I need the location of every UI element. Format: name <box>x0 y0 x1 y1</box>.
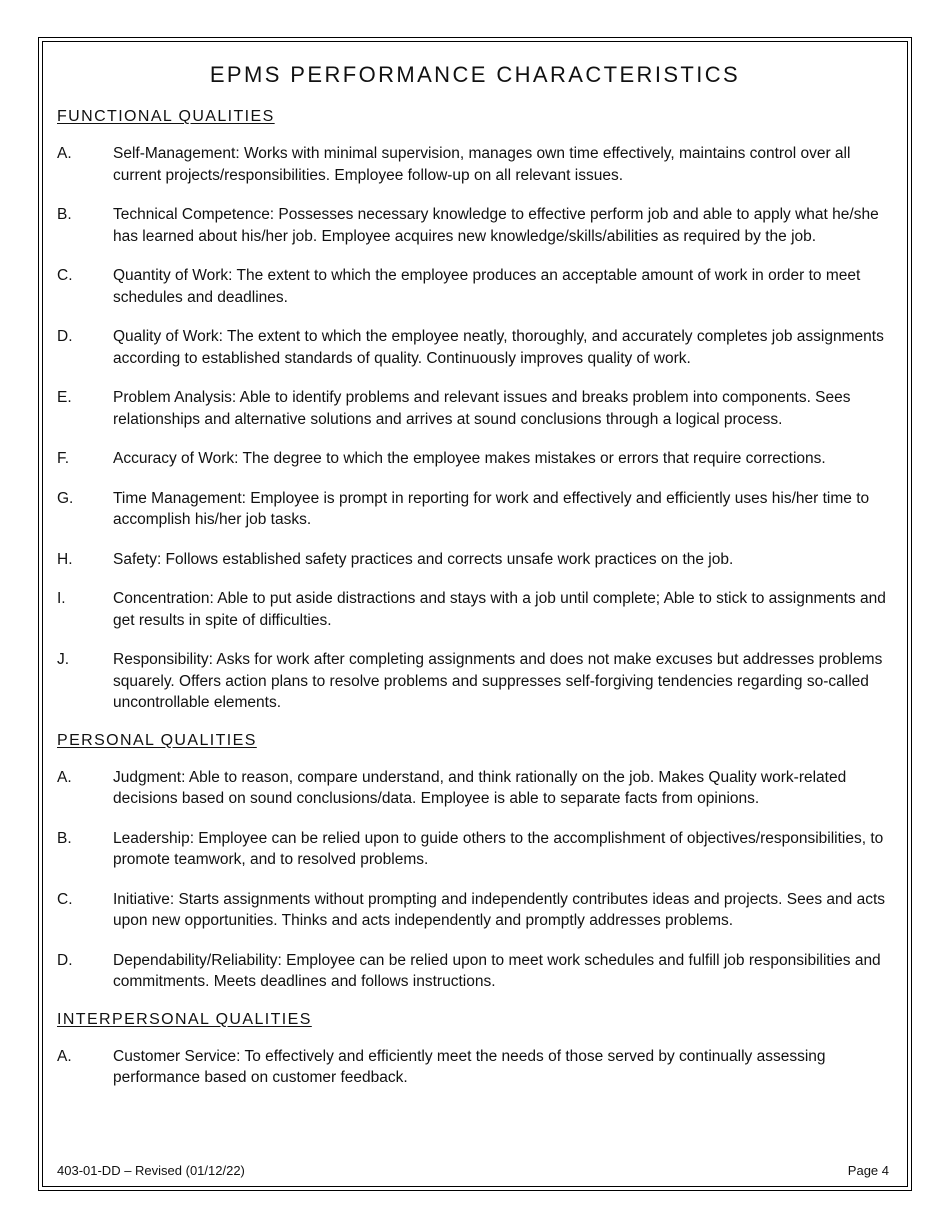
item-text: Quantity of Work: The extent to which the employee produces an acceptable amount of work in order to meet schedules and deadlines. <box>113 267 861 306</box>
list-item <box>57 649 893 714</box>
item-letter: A. <box>57 768 72 786</box>
item-text: Concentration: Able to put aside distractions and stays with a job until complete; Able to stick to assignments and get results in spite of difficulties. <box>113 590 886 629</box>
list-item <box>57 448 893 470</box>
item-letter: A. <box>57 145 72 162</box>
page-title: EPMS PERFORMANCE CHARACTERISTICS <box>209 62 741 87</box>
item-text: Customer Service: To effectively and efficiently meet the needs of those served by continually assessing performance based on customer feedback. <box>113 1047 826 1086</box>
list-item <box>57 143 893 186</box>
item-letter: D. <box>57 328 73 345</box>
page-number: Page 4 <box>847 1163 889 1178</box>
item-letter: J. <box>57 651 70 668</box>
form-revision: 403-01-DD – Revised (01/12/22) <box>57 1163 245 1178</box>
list-item <box>57 265 893 308</box>
item-text: Accuracy of Work: The degree to which the employee makes mistakes or errors that require corrections. <box>113 450 826 467</box>
list-item <box>57 1046 893 1089</box>
list-item <box>57 549 893 571</box>
section-heading: PERSONAL QUALITIES <box>57 731 257 749</box>
document-body <box>57 108 893 1107</box>
item-text: Problem Analysis: Able to identify problems and relevant issues and breaks problem into components. Sees relationships and alternative solutions and arrives at sound conclusions through a logical process. <box>113 389 851 428</box>
page-inner-border <box>42 41 908 1187</box>
item-text: Leadership: Employee can be relied upon to guide others to the accomplishment of objectives/responsibilities, to promote teamwork, and to resolved problems. <box>113 829 884 868</box>
item-text: Initiative: Starts assignments without prompting and independently contributes ideas and projects. Sees and acts upon new opportunities. Thinks and acts independently and promptly addresses problems. <box>113 890 886 929</box>
item-letter: G. <box>57 489 74 507</box>
list-item <box>57 204 893 247</box>
item-letter: I. <box>57 590 66 607</box>
page-border <box>38 37 912 1191</box>
list-item <box>57 326 893 369</box>
list-item <box>57 488 893 531</box>
item-text: Self-Management: Works with minimal supervision, manages own time effectively, maintains control over all current projects/responsibilities. Employee follow-up on all relevant issues. <box>113 145 851 184</box>
item-text: Technical Competence: Possesses necessary knowledge to effective perform job and able to apply what he/she has learned about his/her job. Employee acquires new knowledge/skills/abilities as required by the job. <box>113 206 879 245</box>
section-heading: INTERPERSONAL QUALITIES <box>57 1010 312 1028</box>
list-item <box>57 767 893 810</box>
list-item <box>57 950 893 993</box>
item-text: Dependability/Reliability: Employee can be relied upon to meet work schedules and fulfill job responsibilities and commitments. Meets deadlines and follows instructions. <box>113 951 881 990</box>
item-text: Time Management: Employee is prompt in reporting for work and effectively and efficiently uses his/her time to accomplish his/her job tasks. <box>113 489 870 528</box>
list-item <box>57 387 893 430</box>
item-letter: F. <box>57 450 70 467</box>
page-footer <box>57 1163 889 1178</box>
item-letter: C. <box>57 267 73 284</box>
item-letter: B. <box>57 829 72 847</box>
item-letter: C. <box>57 890 73 908</box>
item-text: Safety: Follows established safety practices and corrects unsafe work practices on the job. <box>113 550 734 568</box>
list-item <box>57 828 893 871</box>
list-item <box>57 588 893 631</box>
item-letter: A. <box>57 1047 72 1065</box>
section-heading: FUNCTIONAL QUALITIES <box>57 108 275 125</box>
item-letter: D. <box>57 951 73 969</box>
item-text: Judgment: Able to reason, compare understand, and think rationally on the job. Makes Quality work-related decisions based on sound conclusions/data. Employee is able to separate facts from opinions. <box>113 768 847 807</box>
list-item <box>57 889 893 932</box>
item-text: Responsibility: Asks for work after completing assignments and does not make excuses but addresses problems squarely. Offers action plans to resolve problems and suppresses self-forgiving tendencies regarding so-called uncontrollable elements. <box>113 651 883 711</box>
item-letter: H. <box>57 550 73 568</box>
item-letter: B. <box>57 206 72 223</box>
item-letter: E. <box>57 389 72 406</box>
item-text: Quality of Work: The extent to which the employee neatly, thoroughly, and accurately completes job assignments according to established standards of quality. Continuously improves quality of work. <box>113 328 884 367</box>
